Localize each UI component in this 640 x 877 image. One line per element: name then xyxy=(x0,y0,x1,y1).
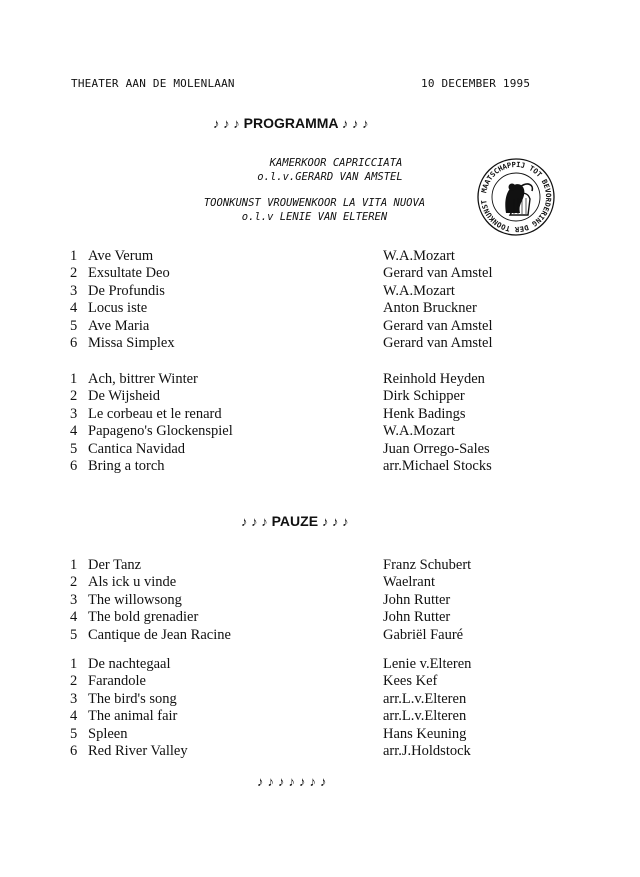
piece-title: De Wijsheid xyxy=(88,388,161,405)
piece-title: Farandole xyxy=(88,673,146,690)
piece-title: Missa Simplex xyxy=(88,334,175,351)
piece-title: Papageno's Glockenspiel xyxy=(88,423,233,440)
item-number: 5 xyxy=(70,440,78,457)
lyre-figure-icon xyxy=(505,184,532,216)
music-notes-icon: ♪ ♪ ♪ xyxy=(341,116,369,131)
composer-name: arr.L.v.Elteren xyxy=(383,708,467,725)
item-number: 4 xyxy=(70,708,78,725)
program-part-4 xyxy=(70,656,530,760)
piece-title: Exsultate Deo xyxy=(88,265,170,282)
composer-name: Henk Badings xyxy=(383,405,466,422)
music-notes-icon: ♪ ♪ ♪ xyxy=(321,514,349,529)
list-item xyxy=(70,458,530,475)
piece-title: De nachtegaal xyxy=(88,656,171,672)
composer-name: Anton Bruckner xyxy=(383,300,477,317)
composer-name: John Rutter xyxy=(383,591,451,608)
item-number: 3 xyxy=(70,690,78,707)
piece-title: Ave Verum xyxy=(88,248,154,264)
society-seal xyxy=(476,157,556,237)
item-number: 1 xyxy=(70,371,78,387)
list-item xyxy=(70,441,530,458)
piece-title: De Profundis xyxy=(88,282,165,299)
composer-name: arr.L.v.Elteren xyxy=(383,690,467,707)
item-number: 2 xyxy=(70,574,78,591)
composer-name: Gerard van Amstel xyxy=(383,334,493,351)
composer-name: Gerard van Amstel xyxy=(383,317,493,334)
venue-header: THEATER AAN DE MOLENLAAN xyxy=(71,77,235,90)
list-item xyxy=(70,335,530,352)
composer-name: Hans Keuning xyxy=(383,725,467,742)
choir-block-vita-nuova xyxy=(172,196,457,224)
piece-title: Spleen xyxy=(88,725,128,742)
item-number: 4 xyxy=(70,300,78,317)
piece-title: Red River Valley xyxy=(88,742,188,759)
list-item xyxy=(70,283,530,300)
piece-title: Ach, bittrer Winter xyxy=(88,371,198,387)
piece-title: Locus iste xyxy=(88,300,148,317)
composer-name: arr.Michael Stocks xyxy=(383,457,492,474)
programma-title: PROGRAMMA xyxy=(243,115,338,131)
composer-name: Lenie v.Elteren xyxy=(383,656,472,672)
choir-name: KAMERKOOR CAPRICCIATA xyxy=(269,157,403,169)
composer-name: Gabriël Fauré xyxy=(383,626,464,643)
composer-name: arr.J.Holdstock xyxy=(383,742,471,759)
composer-name: W.A.Mozart xyxy=(383,423,455,440)
list-item xyxy=(70,627,530,644)
composer-name: Reinhold Heyden xyxy=(383,371,485,387)
composer-name: W.A.Mozart xyxy=(383,248,455,264)
item-number: 1 xyxy=(70,248,78,264)
list-item xyxy=(70,726,530,743)
composer-name: Dirk Schipper xyxy=(383,388,465,405)
list-item xyxy=(70,318,530,335)
program-part-2 xyxy=(70,371,530,475)
list-item xyxy=(70,673,530,690)
list-item xyxy=(70,691,530,708)
item-number: 2 xyxy=(70,265,78,282)
item-number: 4 xyxy=(70,423,78,440)
piece-title: Ave Maria xyxy=(88,317,150,334)
list-item xyxy=(70,574,530,591)
music-notes-icon: ♪ ♪ ♪ xyxy=(241,514,268,529)
piece-title: Der Tanz xyxy=(88,557,142,573)
piece-title: Le corbeau et le renard xyxy=(88,405,222,422)
composer-name: John Rutter xyxy=(383,609,451,626)
piece-title: Cantique de Jean Racine xyxy=(88,626,231,643)
piece-title: Als ick u vinde xyxy=(88,574,177,591)
item-number: 2 xyxy=(70,673,78,690)
item-number: 4 xyxy=(70,609,78,626)
list-item xyxy=(70,388,530,405)
item-number: 3 xyxy=(70,591,78,608)
list-item xyxy=(70,265,530,282)
list-item xyxy=(70,371,530,388)
list-item xyxy=(70,656,530,673)
pauze-title: PAUZE xyxy=(271,513,319,529)
choir-block-capricciata xyxy=(180,156,480,184)
list-item xyxy=(70,406,530,423)
item-number: 5 xyxy=(70,725,78,742)
choir-conductor: o.l.v.GERARD VAN AMSTEL xyxy=(257,171,403,183)
program-part-3 xyxy=(70,557,530,644)
item-number: 1 xyxy=(70,557,78,573)
programma-banner xyxy=(213,115,369,131)
list-item xyxy=(70,248,530,265)
item-number: 6 xyxy=(70,742,78,759)
item-number: 1 xyxy=(70,656,78,672)
piece-title: The bold grenadier xyxy=(88,609,199,626)
item-number: 6 xyxy=(70,334,78,351)
item-number: 3 xyxy=(70,405,78,422)
piece-title: The animal fair xyxy=(88,708,178,725)
program-part-1 xyxy=(70,248,530,352)
piece-title: Cantica Navidad xyxy=(88,440,186,457)
list-item xyxy=(70,743,530,760)
music-notes-icon: ♪ ♪ ♪ xyxy=(213,116,240,131)
item-number: 6 xyxy=(70,457,78,474)
piece-title: Bring a torch xyxy=(88,457,165,474)
list-item xyxy=(70,423,530,440)
composer-name: W.A.Mozart xyxy=(383,282,455,299)
list-item xyxy=(70,300,530,317)
item-number: 3 xyxy=(70,282,78,299)
composer-name: Juan Orrego-Sales xyxy=(383,440,490,457)
composer-name: Franz Schubert xyxy=(383,557,472,573)
list-item xyxy=(70,609,530,626)
composer-name: Gerard van Amstel xyxy=(383,265,493,282)
closing-music-notes-icon: ♪♪♪♪♪♪♪ xyxy=(257,774,331,789)
list-item xyxy=(70,708,530,725)
choir-conductor: o.l.v LENIE VAN ELTEREN xyxy=(241,211,388,223)
seal-text: MAATSCHAPPIJ TOT BEVORDERING DER TOONKUNST xyxy=(479,159,554,235)
pauze-banner xyxy=(241,513,349,529)
piece-title: The willowsong xyxy=(88,591,182,608)
list-item xyxy=(70,592,530,609)
list-item xyxy=(70,557,530,574)
choir-name: TOONKUNST VROUWENKOOR LA VITA NUOVA xyxy=(203,197,426,209)
date-header: 10 DECEMBER 1995 xyxy=(421,77,531,90)
item-number: 2 xyxy=(70,388,78,405)
composer-name: Kees Kef xyxy=(383,673,438,690)
item-number: 5 xyxy=(70,317,78,334)
composer-name: Waelrant xyxy=(383,574,435,591)
item-number: 5 xyxy=(70,626,78,643)
piece-title: The bird's song xyxy=(88,690,177,707)
